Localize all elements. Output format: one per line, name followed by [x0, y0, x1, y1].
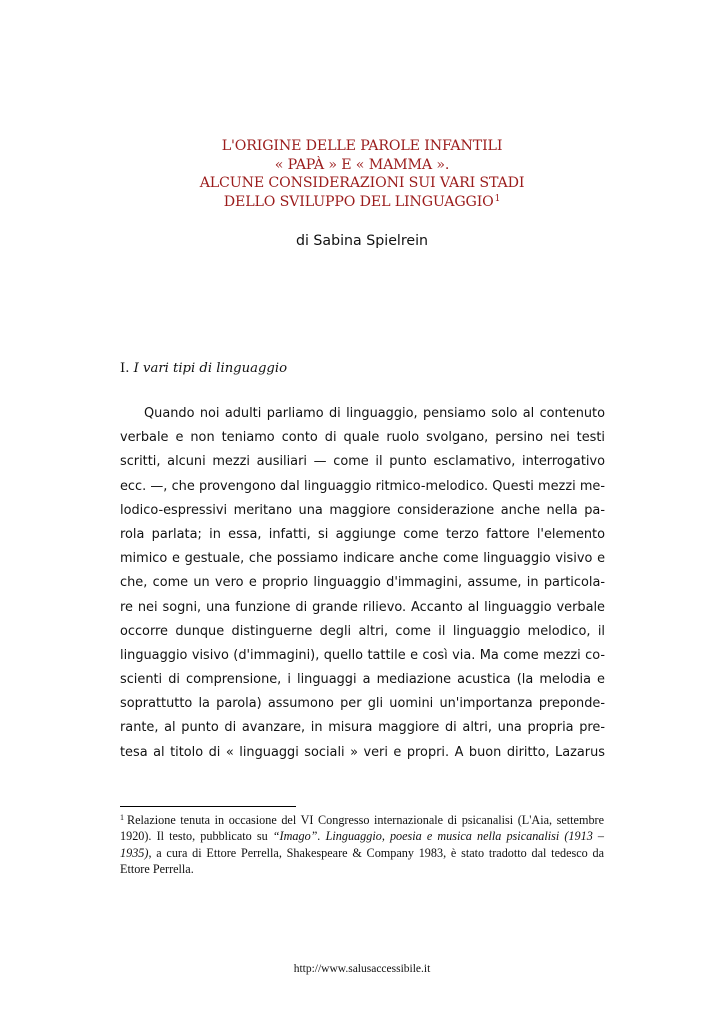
- body-line: che, come un vero e proprio linguaggio d'immagini, assume, in particola-: [120, 575, 605, 591]
- title-line-4: [120, 193, 604, 212]
- body-line: linguaggio visivo (d'immagini), quello tattile e così via. Ma come mezzi co-: [120, 647, 605, 663]
- document-title: [120, 137, 604, 211]
- title-footnote-marker[interactable]: 1: [494, 193, 501, 204]
- section-heading: [120, 360, 287, 378]
- body-line: ecc. —, che provengono dal linguaggio ritmico-melodico. Questi mezzi me-: [120, 478, 605, 494]
- body-line: scienti di comprensione, i linguaggi a mediazione acustica (la melodia e: [120, 672, 605, 688]
- author-byline: di Sabina Spielrein: [295, 233, 429, 249]
- title-line-3: ALCUNE CONSIDERAZIONI SUI VARI STADI: [199, 175, 525, 192]
- body-line: scritti, alcuni mezzi ausiliari — come il punto esclamativo, interrogativo: [120, 454, 605, 470]
- body-line: rante, al punto di avanzare, in misura maggiore di altri, una propria pre-: [120, 720, 605, 736]
- body-line: mimico e gestuale, che possiamo indicare anche come linguaggio visivo e: [120, 551, 605, 567]
- footnote-publication-title: “Imago”. Linguaggio, poesia e musica nella psicanalisi (1913 – 1935): [120, 829, 604, 860]
- section-number: I.: [120, 361, 130, 376]
- title-line-1: L'ORIGINE DELLE PAROLE INFANTILI: [221, 138, 503, 154]
- title-line-2: « PAPÀ » E « MAMMA ».: [274, 156, 450, 173]
- footnote: [120, 812, 604, 877]
- footnote-text-1: Relazione tenuta in occasione del VI Congresso internazionale di psicanalisi (L'Aia, settembre 1920). Il testo, pubblicato su: [120, 813, 604, 844]
- title-line-4-text: DELLO SVILUPPO DEL LINGUAGGIO: [223, 193, 494, 210]
- section-title: I vari tipi di linguaggio: [133, 361, 288, 376]
- footnote-text-2: , a cura di Ettore Perrella, Shakespeare & Company 1983, è stato tradotto dal tedesco da Ettore Perrella.: [120, 845, 604, 876]
- footer-url-link[interactable]: http://www.salusaccessibile.it: [293, 963, 431, 975]
- body-line: re nei sogni, una funzione di grande rilievo. Accanto al linguaggio verbale: [120, 599, 605, 615]
- body-line: soprattutto la parola) assumono per gli uomini un'importanza preponde-: [120, 696, 605, 712]
- body-line: rola parlata; in essa, infatti, si aggiunge come terzo fattore l'elemento: [120, 526, 605, 542]
- body-line: occorre dunque distinguerne degli altri, come il linguaggio melodico, il: [120, 623, 605, 639]
- footnote-separator: [120, 806, 296, 807]
- footnote-marker: 1: [120, 813, 124, 822]
- body-line: verbale e non teniamo conto di quale ruolo svolgano, persino nei testi: [120, 430, 605, 446]
- body-line: lodico-espressivi meritano una maggiore considerazione anche nella pa-: [120, 502, 605, 518]
- body-line: tesa al titolo di « linguaggi sociali » veri e propri. A buon diritto, Lazarus: [120, 744, 605, 760]
- body-line: Quando noi adulti parliamo di linguaggio, pensiamo solo al contenuto: [144, 406, 605, 421]
- body-paragraph: [120, 402, 605, 765]
